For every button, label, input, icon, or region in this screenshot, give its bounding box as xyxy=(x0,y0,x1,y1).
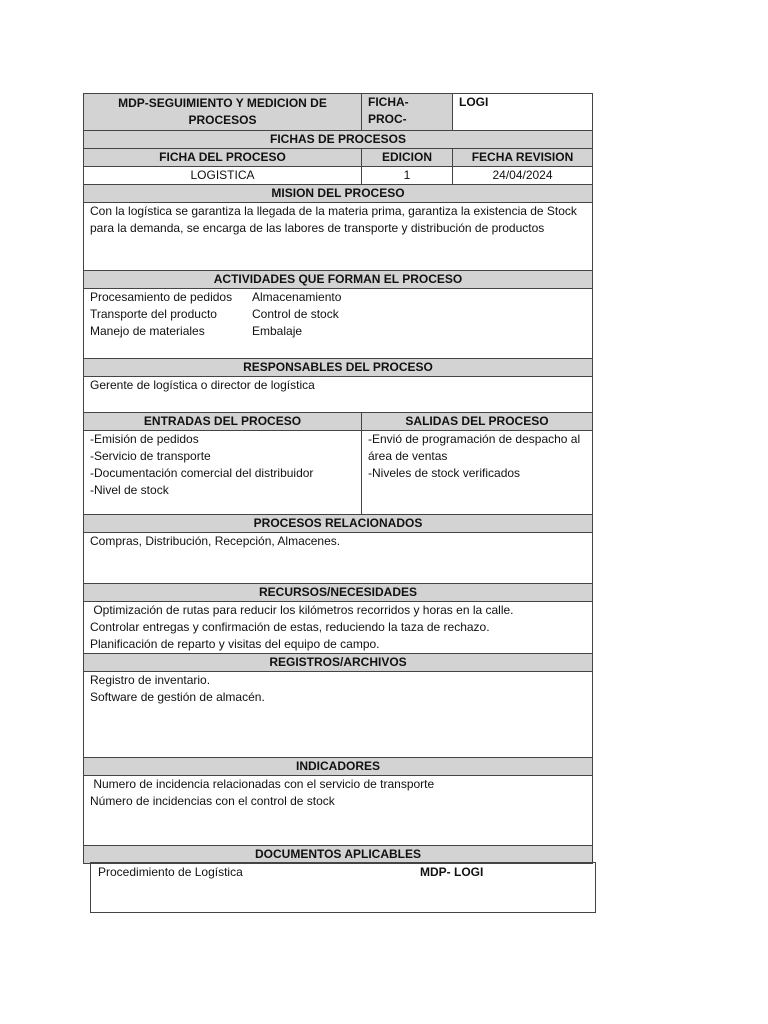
recurso-item: Planificación de reparto y visitas del equipo de campo. xyxy=(90,637,380,651)
io-content-row xyxy=(84,431,593,515)
document-title: MDP-SEGUIMIENTO Y MEDICION DE PROCESOS xyxy=(84,94,362,131)
actividad-row xyxy=(90,289,586,306)
recurso-item: Optimización de rutas para reducir los kilómetros recorridos y horas en la calle. xyxy=(90,603,514,617)
salida-item: -Envió de programación de despacho al área de ventas xyxy=(368,432,581,463)
registros-list xyxy=(84,672,593,758)
col-fecha: FECHA REVISION xyxy=(453,149,593,167)
actividad-row xyxy=(90,306,586,323)
documento-code: MDP- LOGI xyxy=(420,865,484,879)
relacionados-title: PROCESOS RELACIONADOS xyxy=(84,515,593,533)
actividades-list xyxy=(84,289,593,359)
col-edicion: EDICION xyxy=(362,149,453,167)
entrada-item: -Emisión de pedidos xyxy=(90,432,199,446)
registro-item: Registro de inventario. xyxy=(90,673,211,687)
process-sheet xyxy=(83,93,592,864)
actividades-title: ACTIVIDADES QUE FORMAN EL PROCESO xyxy=(84,271,593,289)
fichas-title: FICHAS DE PROCESOS xyxy=(84,131,593,149)
process-table xyxy=(83,93,593,864)
actividad-item: Manejo de materiales xyxy=(90,324,205,338)
recursos-title: RECURSOS/NECESIDADES xyxy=(84,584,593,602)
indicador-item: Numero de incidencia relacionadas con el servicio de transporte xyxy=(90,777,435,791)
recursos-list xyxy=(84,602,593,654)
entrada-item: -Servicio de transporte xyxy=(90,449,211,463)
header-row xyxy=(84,94,593,131)
actividad-row xyxy=(90,323,586,340)
entrada-item: -Nivel de stock xyxy=(90,483,169,497)
actividad-item: Procesamiento de pedidos xyxy=(90,290,233,304)
values-row xyxy=(84,167,593,185)
salidas-list xyxy=(362,431,593,515)
entradas-list xyxy=(84,431,362,515)
code-value: LOGI xyxy=(453,94,593,131)
salidas-title: SALIDAS DEL PROCESO xyxy=(362,413,593,431)
indicador-item: Número de incidencias con el control de stock xyxy=(90,794,335,808)
actividad-item: Control de stock xyxy=(252,307,339,321)
fecha-value: 24/04/2024 xyxy=(453,167,593,185)
documentos-title: DOCUMENTOS APLICABLES xyxy=(84,846,593,864)
entrada-item: -Documentación comercial del distribuidor xyxy=(90,466,314,480)
mision-title: MISION DEL PROCESO xyxy=(84,185,593,203)
ficha-value: LOGISTICA xyxy=(84,167,362,185)
columns-row xyxy=(84,149,593,167)
responsables-title: RESPONSABLES DEL PROCESO xyxy=(84,359,593,377)
entradas-title: ENTRADAS DEL PROCESO xyxy=(84,413,362,431)
responsables-text: Gerente de logística o director de logística xyxy=(84,377,593,413)
edicion-value: 1 xyxy=(362,167,453,185)
registro-item: Software de gestión de almacén. xyxy=(90,690,265,704)
actividad-item: Embalaje xyxy=(252,324,303,338)
registros-title: REGISTROS/ARCHIVOS xyxy=(84,654,593,672)
documentos-box xyxy=(90,862,596,913)
io-header-row xyxy=(84,413,593,431)
actividad-item: Transporte del producto xyxy=(90,307,217,321)
relacionados-text: Compras, Distribución, Recepción, Almacenes. xyxy=(84,533,593,584)
mision-text: Con la logística se garantiza la llegada de la materia prima, garantiza la existencia de Stock para la demanda, se encarga de las labores de transporte y distribución de productos xyxy=(84,203,593,271)
indicadores-title: INDICADORES xyxy=(84,758,593,776)
actividad-item: Almacenamiento xyxy=(252,290,342,304)
recurso-item: Controlar entregas y confirmación de estas, reduciendo la taza de rechazo. xyxy=(90,620,490,634)
indicadores-list xyxy=(84,776,593,846)
salida-item: -Niveles de stock verificados xyxy=(368,466,521,480)
documento-name: Procedimiento de Logística xyxy=(98,865,243,879)
code-label: FICHA-PROC- xyxy=(362,94,453,131)
col-ficha: FICHA DEL PROCESO xyxy=(84,149,362,167)
